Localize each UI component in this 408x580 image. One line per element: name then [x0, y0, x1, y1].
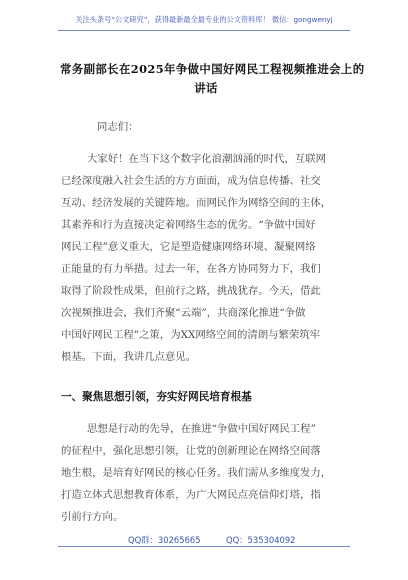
- paragraph-line: 的征程中，强化思想引领，让党的创新理论在网络空间落: [61, 445, 321, 457]
- paragraph-line: 打造立体式思想教育体系，为广大网民点亮信仰灯塔，指: [61, 489, 321, 501]
- paragraph-line: 其素养和行为直接决定着网络生态的优劣。“争做中国好: [61, 219, 316, 231]
- footer-divider: [58, 546, 350, 547]
- paragraph-line: 地生根，是培育好网民的核心任务。我们需从多维度发力，: [61, 467, 332, 479]
- document-title-line-2: 讲话: [194, 81, 218, 95]
- paragraph-line: 取得了阶段性成果，但前行之路，挑战犹存。今天，借此: [61, 285, 321, 297]
- paragraph-line: 思想是行动的先导，在推进“争做中国好网民工程”: [87, 423, 316, 435]
- footer-qq-group: QQ群：30265665: [128, 535, 201, 545]
- document-title-line-1: 常务副部长在2025年争做中国好网民工程视频推进会上的: [60, 62, 365, 76]
- footer-qq: QQ：535304092: [226, 535, 296, 545]
- paragraph-line: 网民工程”意义重大，它是塑造健康网络环境、凝聚网络: [61, 241, 316, 253]
- paragraph-line: 次视频推进会，我们齐聚“云端”，共商深化推进“争做: [61, 307, 306, 319]
- paragraph-line: 中国好网民工程”之策，为XX网络空间的清朗与繁荣筑牢: [61, 329, 321, 341]
- paragraph-line: 引前行方向。: [61, 511, 124, 523]
- section-heading: 一、聚焦思想引领，夯实好网民培育根基: [61, 391, 252, 403]
- header-note: 关注头条号“公文研究”，获得最新最全最专业的公文资料库！ 微信：gongwenyj: [75, 15, 333, 24]
- paragraph-line: 正能量的有力举措。过去一年，在各方协同努力下，我们: [61, 263, 321, 275]
- paragraph-line: 根基。下面，我讲几点意见。: [61, 351, 197, 363]
- paragraph-line: 已经深度融入社会生活的方方面面，成为信息传播、社交: [61, 175, 321, 187]
- paragraph-line: 大家好！在当下这个数字化浪潮汹涌的时代，互联网: [87, 153, 326, 165]
- salutation: 同志们：: [97, 121, 139, 133]
- header-divider: [58, 30, 350, 31]
- paragraph-line: 互动、经济发展的关键阵地。而网民作为网络空间的主体，: [61, 197, 332, 209]
